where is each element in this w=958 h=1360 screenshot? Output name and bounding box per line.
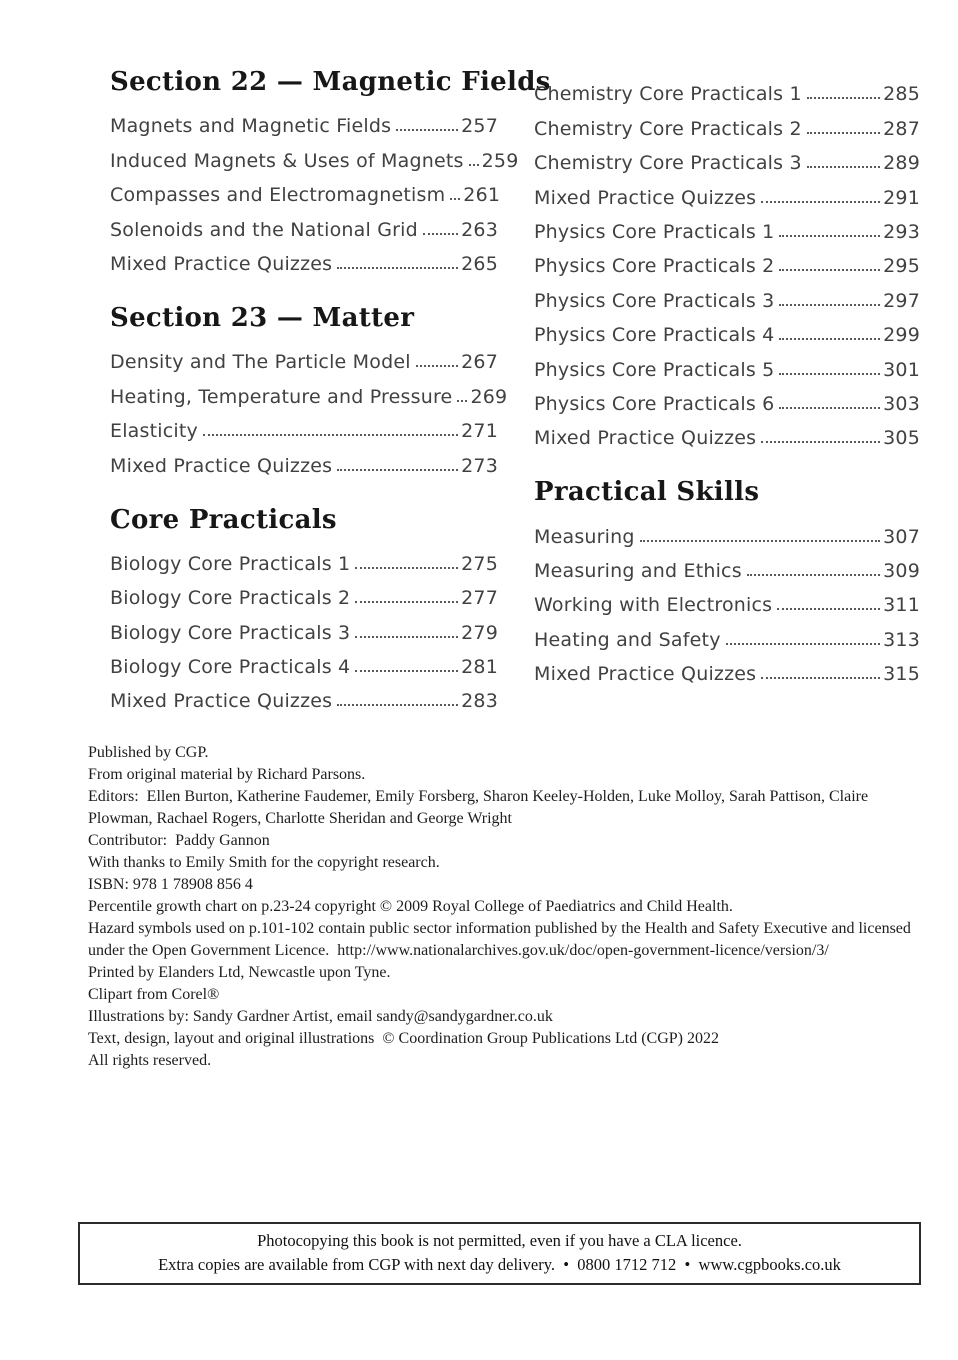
dot-leader <box>337 267 458 269</box>
dot-leader <box>337 469 458 471</box>
entry-title: Mixed Practice Quizzes <box>534 186 757 209</box>
entry-page-number: 257 <box>461 115 498 138</box>
dot-leader <box>747 574 880 576</box>
entry-title: Working with Electronics <box>534 594 773 617</box>
toc-column-2 <box>534 66 920 712</box>
entry-title: Density and The Particle Model <box>110 351 411 374</box>
toc-entry <box>110 644 498 678</box>
toc-entry <box>534 174 920 208</box>
toc-entry <box>534 513 920 547</box>
entry-title: Physics Core Practicals 1 <box>534 220 775 243</box>
toc-entry <box>534 71 920 105</box>
clipart-line: Clipart from Corel® <box>88 986 220 1003</box>
toc-entry <box>110 575 498 609</box>
dot-leader <box>761 441 880 443</box>
dot-leader <box>355 601 458 603</box>
entry-title: Heating, Temperature and Pressure <box>110 385 453 408</box>
dot-leader <box>640 540 880 542</box>
entry-page-number: 309 <box>883 560 920 583</box>
entry-page-number: 303 <box>883 392 920 415</box>
entry-title: Biology Core Practicals 1 <box>110 552 351 575</box>
entry-page-number: 293 <box>883 220 920 243</box>
isbn-line: ISBN: 978 1 78908 856 4 <box>88 876 253 893</box>
dot-leader <box>761 201 880 203</box>
entry-page-number: 271 <box>461 420 498 443</box>
toc-entry <box>110 206 498 240</box>
entry-page-number: 281 <box>461 656 498 679</box>
entry-page-number: 289 <box>883 152 920 175</box>
dot-leader <box>457 400 467 402</box>
toc-entry <box>534 582 920 616</box>
entry-page-number: 307 <box>883 525 920 548</box>
entry-title: Biology Core Practicals 2 <box>110 587 351 610</box>
copyright-line: Text, design, layout and original illustrations © Coordination Group Publications Ltd (CGP) 2022 <box>88 1030 719 1047</box>
entry-page-number: 259 <box>481 149 519 172</box>
entry-title: Biology Core Practicals 4 <box>110 656 351 679</box>
dot-leader <box>355 567 458 569</box>
entry-title: Biology Core Practicals 3 <box>110 621 351 644</box>
toc-entry <box>534 312 920 346</box>
entry-page-number: 273 <box>461 454 498 477</box>
section-heading: Core Practicals <box>110 504 337 535</box>
entry-page-number: 265 <box>461 252 498 275</box>
entry-page-number: 297 <box>883 289 920 312</box>
section-heading: Section 22 — Magnetic Fields <box>110 67 551 97</box>
entry-title: Mixed Practice Quizzes <box>534 427 757 450</box>
toc-entry <box>534 381 920 415</box>
toc-entry <box>110 678 498 712</box>
toc-entry <box>534 651 920 685</box>
dot-leader <box>779 338 880 340</box>
dot-leader <box>779 269 880 271</box>
entry-title: Measuring <box>534 525 635 548</box>
illustrations-line: Illustrations by: Sandy Gardner Artist, email sandy@sandygardner.co.uk <box>88 1008 553 1025</box>
toc-entry <box>534 209 920 243</box>
dot-leader <box>779 373 880 375</box>
dot-leader <box>779 304 880 306</box>
dot-leader <box>396 129 458 131</box>
thanks-line: With thanks to Emily Smith for the copyright research. <box>88 854 440 871</box>
entry-page-number: 295 <box>883 255 920 278</box>
percentile-copyright-line: Percentile growth chart on p.23-24 copyright © 2009 Royal College of Paediatrics and Child Health. <box>88 898 733 915</box>
dot-leader <box>726 643 880 645</box>
entry-page-number: 291 <box>883 186 920 209</box>
dot-leader <box>807 166 880 168</box>
entry-page-number: 283 <box>461 690 498 713</box>
toc-entry <box>110 609 498 643</box>
entry-page-number: 267 <box>461 351 498 374</box>
toc-column-1 <box>110 66 551 713</box>
entry-page-number: 287 <box>883 117 920 140</box>
entry-title: Physics Core Practicals 5 <box>534 358 775 381</box>
toc-entry <box>534 616 920 650</box>
toc-section <box>110 66 551 275</box>
dot-leader <box>423 233 458 235</box>
entry-page-number: 263 <box>461 218 498 241</box>
entry-page-number: 299 <box>883 324 920 347</box>
entry-title: Heating and Safety <box>534 628 721 651</box>
printed-by-line: Printed by Elanders Ltd, Newcastle upon Tyne. <box>88 964 391 981</box>
entry-title: Compasses and Electromagnetism <box>110 184 446 207</box>
notice-line-1: Photocopying this book is not permitted, even if you have a CLA licence. <box>257 1231 742 1250</box>
dot-leader <box>779 235 880 237</box>
entry-page-number: 311 <box>883 594 920 617</box>
original-material-line: From original material by Richard Parsons. <box>88 766 366 783</box>
entry-title: Elasticity <box>110 420 198 443</box>
entry-page-number: 301 <box>883 358 920 381</box>
dot-leader <box>355 636 458 638</box>
entry-title: Physics Core Practicals 3 <box>534 289 775 312</box>
entry-title: Solenoids and the National Grid <box>110 218 418 241</box>
colophon <box>88 742 934 1072</box>
toc-entry <box>534 140 920 174</box>
hazard-symbols-line: Hazard symbols used on p.101-102 contain public sector information published by the Health and Safety Executive and licensed under the Open Government Licence. http://www.nationalarchives.gov.uk/doc/open-government-licence/version/3/ <box>88 920 915 959</box>
entry-page-number: 275 <box>461 552 498 575</box>
entry-title: Magnets and Magnetic Fields <box>110 115 392 138</box>
entry-page-number: 261 <box>463 184 501 207</box>
entry-title: Chemistry Core Practicals 3 <box>534 152 802 175</box>
toc-entry <box>534 243 920 277</box>
toc-entry <box>534 548 920 582</box>
toc-entry <box>110 172 501 207</box>
toc-entry <box>534 415 920 449</box>
section-heading: Practical Skills <box>534 477 760 508</box>
published-line: Published by CGP. <box>88 744 209 761</box>
dot-leader <box>355 670 458 672</box>
entry-title: Mixed Practice Quizzes <box>534 663 757 686</box>
entry-title: Physics Core Practicals 4 <box>534 324 775 347</box>
toc-entry <box>110 103 498 137</box>
dot-leader <box>761 677 880 679</box>
dot-leader <box>337 704 458 706</box>
dot-leader <box>203 434 458 436</box>
toc-entry <box>110 339 498 373</box>
toc-entry <box>534 277 920 311</box>
toc-section <box>110 302 508 477</box>
entry-page-number: 315 <box>883 663 920 686</box>
toc-entry <box>534 346 920 380</box>
toc-entry <box>110 241 498 275</box>
toc-entry <box>110 442 498 476</box>
dot-leader <box>450 198 460 200</box>
entry-title: Mixed Practice Quizzes <box>110 690 333 713</box>
contributor-line: Contributor: Paddy Gannon <box>88 832 270 849</box>
rights-line: All rights reserved. <box>88 1052 212 1069</box>
dot-leader <box>807 97 880 99</box>
entry-page-number: 269 <box>470 385 508 408</box>
entry-title: Induced Magnets & Uses of Magnets <box>110 149 464 172</box>
entry-title: Measuring and Ethics <box>534 560 742 583</box>
entry-page-number: 279 <box>461 621 498 644</box>
toc-section <box>110 504 498 713</box>
entry-page-number: 277 <box>461 587 498 610</box>
dot-leader <box>779 407 880 409</box>
entry-title: Mixed Practice Quizzes <box>110 454 333 477</box>
toc-entry <box>110 541 498 575</box>
toc-entry <box>110 137 519 172</box>
entry-title: Mixed Practice Quizzes <box>110 252 333 275</box>
entry-title: Physics Core Practicals 2 <box>534 255 775 278</box>
table-of-contents <box>110 66 920 712</box>
toc-entry <box>110 373 508 408</box>
entry-title: Chemistry Core Practicals 2 <box>534 117 802 140</box>
dot-leader <box>777 608 880 610</box>
entry-page-number: 305 <box>883 427 920 450</box>
entry-page-number: 313 <box>883 628 920 651</box>
toc-entry <box>534 105 920 139</box>
toc-entry <box>110 408 498 442</box>
entry-page-number: 285 <box>883 83 920 106</box>
dot-leader <box>416 365 458 367</box>
dot-leader <box>807 132 880 134</box>
notice-line-2: Extra copies are available from CGP with next day delivery. • 0800 1712 712 • www.cgpbooks.co.uk <box>158 1255 841 1274</box>
photocopy-notice-box <box>78 1222 921 1285</box>
toc-section <box>534 71 920 449</box>
toc-section <box>534 476 920 685</box>
section-heading: Section 23 — Matter <box>110 302 415 333</box>
entry-title: Chemistry Core Practicals 1 <box>534 83 802 106</box>
editors-line: Editors: Ellen Burton, Katherine Faudemer, Emily Forsberg, Sharon Keeley-Holden, Luke Molloy, Sarah Pattison, Claire Plowman, Rachael Rogers, Charlotte Sheridan and George Wright <box>88 788 873 827</box>
entry-title: Physics Core Practicals 6 <box>534 392 775 415</box>
dot-leader <box>469 164 479 166</box>
